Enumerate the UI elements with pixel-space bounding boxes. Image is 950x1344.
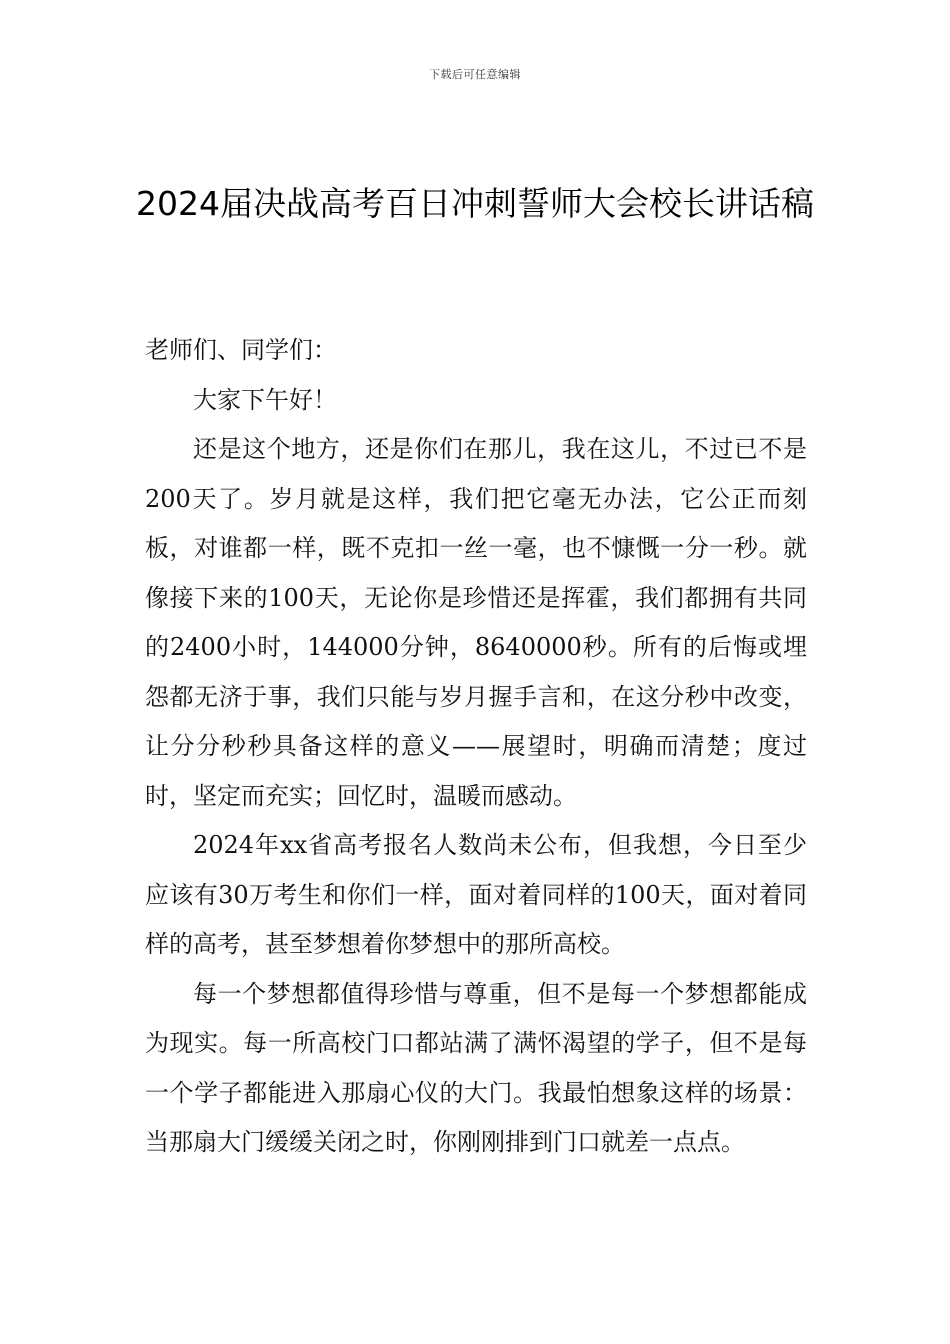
header-note: 下载后可任意编辑 [429,68,521,81]
paragraph: 大家下午好！ [193,385,337,414]
document-body [145,326,807,1168]
paragraph: 还是这个地方，还是你们在那儿，我在这儿，不过已不是200天了。岁月就是这样，我们把它毫无办法，它公正而刻板，对谁都一样，既不克扣一丝一毫，也不慷慨一分一秒。就像接下来的100天，无论你是珍惜还是挥霍，我们都拥有共同的2400小时，144000分钟，8640000秒。所有的后悔或埋怨都无济于事，我们只能与岁月握手言和，在这分秒中改变，让分分秒秒具备这样的意义——展望时，明确而清楚；度过时，坚定而充实；回忆时，温暖而感动。 [145,435,807,810]
paragraph: 2024年xx省高考报名人数尚未公布，但我想，今日至少应该有30万考生和你们一样，面对着同样的100天，面对着同样的高考，甚至梦想着你梦想中的那所高校。 [145,831,807,958]
page-title: 2024届决战高考百日冲刺誓师大会校长讲话稿 [136,184,814,223]
salutation: 老师们、同学们： [145,336,337,364]
paragraph: 每一个梦想都值得珍惜与尊重，但不是每一个梦想都能成为现实。每一所高校门口都站满了满怀渴望的学子，但不是每一个学子都能进入那扇心仪的大门。我最怕想象这样的场景：当那扇大门缓缓关闭之时，你刚刚排到门口就差一点点。 [145,979,807,1156]
